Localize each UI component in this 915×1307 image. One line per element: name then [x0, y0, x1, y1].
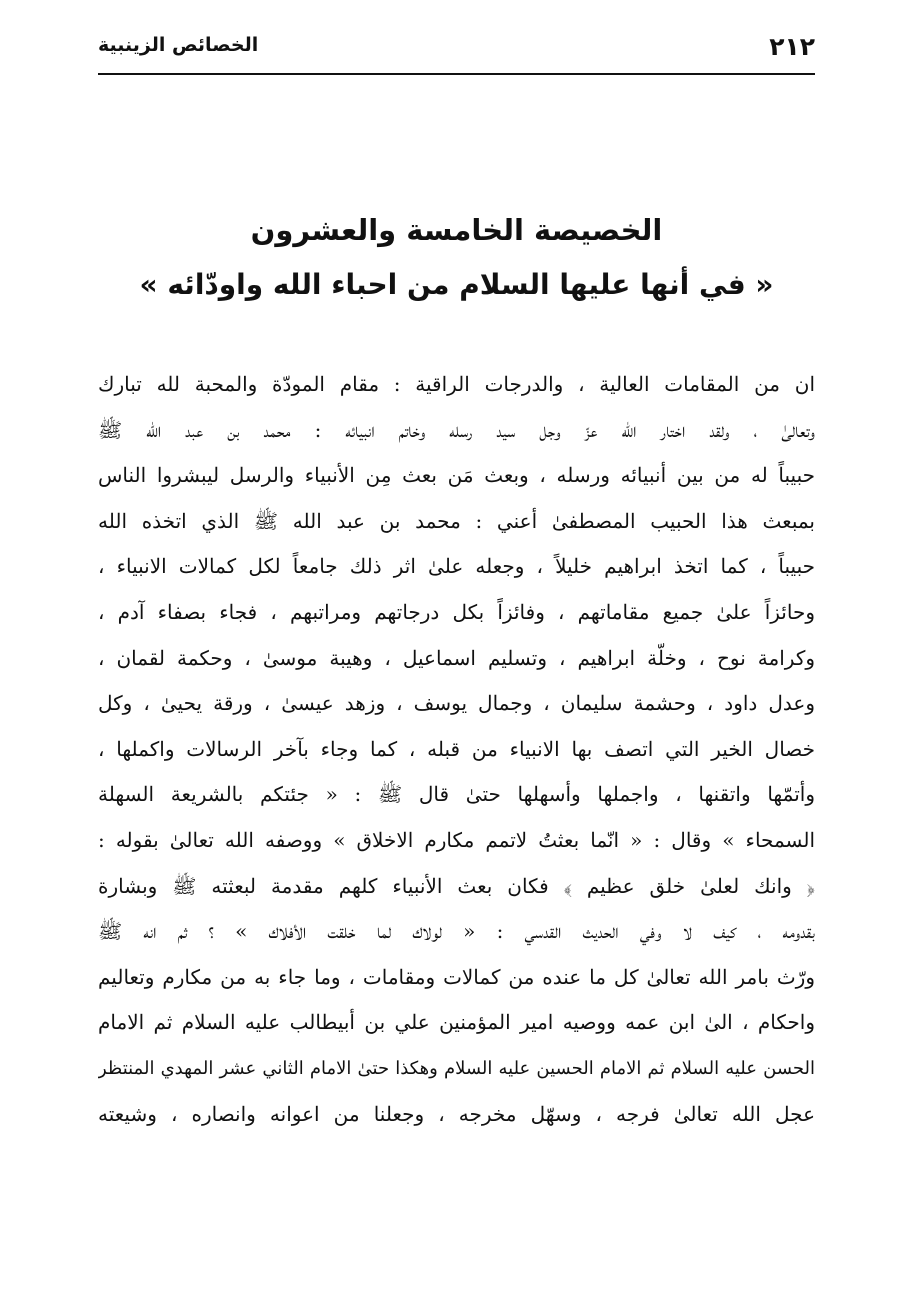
chapter-subtitle: « في أنها عليها السلام من احباء الله واودّائه » — [139, 268, 774, 301]
text-line: ان من المقامات العالية ، والدرجات الراقية : مقام المودّة والمحبة لله تبارك — [98, 372, 815, 396]
text-line: بمبعث هذا الحبيب المصطفىٰ أعني : محمد بن عبد الله ﷺ الذي اتخذه الله — [98, 508, 815, 533]
running-title: الخصائص الزينبية — [98, 34, 259, 56]
page-number: ٢١٢ — [769, 32, 815, 61]
text-line: وتعالىٰ ، ولقد اختار الله عزّ وجل سيد رسله وخاتم انبيائه : محمد بن عبد الله ﷺ — [98, 417, 815, 442]
text-line: وكرامة نوح ، وخلّة ابراهيم ، وتسليم اسماعيل ، وهيبة موسىٰ ، وحكمة لقمان ، — [98, 645, 815, 670]
header-divider — [98, 73, 815, 75]
text-line: وحائزاً علىٰ جميع مقاماتهم ، وفائزاً بكل درجاتهم ومراتبهم ، فجاء بصفاء آدم ، — [98, 599, 815, 624]
text-line: السمحاء » وقال : « انّما بعثتُ لاتمم مكارم الاخلاق » ووصفه الله تعالىٰ بقوله : — [98, 827, 815, 852]
body-text — [98, 362, 815, 1137]
text-line: واحكام ، الىٰ ابن عمه ووصيه امير المؤمنين علي بن أبيطالب عليه السلام ثم الامام — [98, 1010, 815, 1035]
text-line: بقدومه ، كيف لا وفي الحديث القدسي : « لولاك لما خلقت الأفلاك » ؟ ثم انه ﷺ — [98, 919, 815, 944]
chapter-title: الخصيصة الخامسة والعشرون — [250, 213, 663, 247]
text-line: خصال الخير التي اتصف بها الانبياء من قبله ، كما وجاء بآخر الرسالات واكملها ، — [98, 736, 815, 761]
text-line: وعدل داود ، وحشمة سليمان ، وجمال يوسف ، وزهد عيسىٰ ، ورقة يحيىٰ ، وكل — [98, 691, 815, 716]
chapter-heading — [98, 208, 815, 310]
text-line: حبيباً له من بين أنبيائه ورسله ، وبعث مَن بعث مِن الأنبياء والرسل ليبشروا الناس — [98, 463, 815, 488]
page-header — [98, 30, 815, 70]
text-line: حبيباً ، كما اتخذ ابراهيم خليلاً ، وجعله علىٰ اثر ذلك جامعاً لكل كمالات الانبياء ، — [98, 554, 815, 579]
text-line: ورّث بامر الله تعالىٰ كل ما عنده من كمالات ومقامات ، وما جاء به من مكارم وتعاليم — [98, 964, 815, 989]
text-line: عجل الله تعالىٰ فرجه ، وسهّل مخرجه ، وجعلنا من اعوانه وانصاره ، وشيعته — [98, 1101, 815, 1126]
text-line: وأتمّها واتقنها ، واجملها وأسهلها حتىٰ قال ﷺ : « جئتكم بالشريعة السهلة — [98, 782, 815, 807]
text-line: ﴿ وانك لعلىٰ خلق عظيم ﴾ فكان بعث الأنبياء كلهم مقدمة لبعثته ﷺ وبشارة — [98, 873, 815, 898]
text-line: الحسن عليه السلام ثم الامام الحسين عليه السلام وهكذا حتىٰ الامام الثاني عشر المهدي المنتظر — [98, 1057, 815, 1079]
